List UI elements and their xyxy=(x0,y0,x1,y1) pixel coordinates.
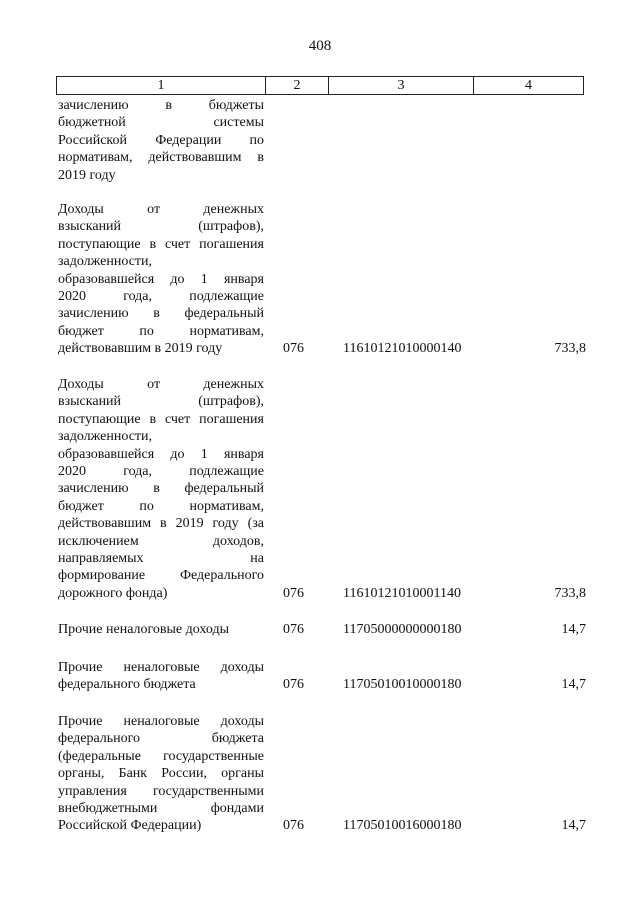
description-line: образовавшейся до 1 января xyxy=(58,271,264,287)
admin-code: 076 xyxy=(283,818,304,834)
description-line: 2020 года, подлежащие xyxy=(58,464,264,480)
description-line: исключением доходов, xyxy=(58,533,264,549)
row-description xyxy=(58,97,264,184)
amount: 733,8 xyxy=(554,341,586,357)
admin-code: 076 xyxy=(283,341,304,357)
description-line: взысканий (штрафов), xyxy=(58,219,264,235)
amount: 14,7 xyxy=(561,622,586,637)
description-line: органы, Банк России, органы xyxy=(58,766,264,782)
description-line: образовавшейся до 1 января xyxy=(58,446,264,462)
description-line: направляемых на xyxy=(58,551,264,567)
admin-code: 076 xyxy=(283,622,304,637)
description-line: федерального бюджета xyxy=(58,677,196,693)
description-line: действовавшим в 2019 году xyxy=(58,341,223,357)
description-line: Прочие неналоговые доходы xyxy=(58,622,230,637)
description-line: зачислению в федеральный xyxy=(58,481,264,497)
row-description xyxy=(58,201,264,358)
admin-code: 076 xyxy=(283,677,304,693)
table-row xyxy=(58,713,586,835)
budget-code: 11610121010001140 xyxy=(343,585,461,601)
description-line: поступающие в счет погашения xyxy=(58,411,264,427)
description-line: формирование Федерального xyxy=(58,568,264,584)
header-col-4: 4 xyxy=(525,78,532,93)
admin-code: 076 xyxy=(283,585,304,601)
description-line: 2020 года, подлежащие xyxy=(58,289,264,305)
header-col-1: 1 xyxy=(57,77,266,94)
description-line: Российской Федерации) xyxy=(58,818,202,834)
description-line: нормативам, действовавшим в xyxy=(58,150,264,166)
description-line: управления государственными xyxy=(58,783,264,799)
description-line: поступающие в счет погашения xyxy=(58,236,264,252)
description-line: взысканий (штрафов), xyxy=(58,394,264,410)
table-row xyxy=(58,201,586,358)
description-line: Доходы от денежных xyxy=(58,202,264,217)
description-line: бюджет по нормативам, xyxy=(58,498,264,514)
page-number: 408 xyxy=(308,38,332,54)
description-line: федерального бюджета xyxy=(58,731,264,747)
budget-code: 11610121010000140 xyxy=(343,341,462,357)
row-description xyxy=(58,621,264,638)
budget-code: 11705010016000180 xyxy=(343,818,462,834)
table-row xyxy=(58,659,586,694)
description-line: (федеральные государственные xyxy=(58,748,264,764)
header-col-3: 3 xyxy=(329,77,474,94)
budget-code: 11705010010000180 xyxy=(343,677,462,693)
description-line: внебюджетными фондами xyxy=(58,801,264,817)
amount: 733,8 xyxy=(554,585,586,601)
description-line: задолженности, xyxy=(58,429,153,445)
amount: 14,7 xyxy=(561,677,586,693)
description-line: бюджетной системы xyxy=(58,115,264,131)
description-line: Доходы от денежных xyxy=(58,377,264,392)
row-description xyxy=(58,713,264,835)
amount: 14,7 xyxy=(561,818,586,834)
table-row xyxy=(58,97,586,184)
description-line: задолженности, xyxy=(58,254,153,270)
table-header xyxy=(56,76,584,95)
description-line: действовавшим в 2019 году (за xyxy=(58,516,264,532)
description-line: зачислению в бюджеты xyxy=(58,98,264,113)
description-line: зачислению в федеральный xyxy=(58,306,264,322)
description-line: Российской Федерации по xyxy=(58,132,264,148)
table-row xyxy=(58,621,586,638)
description-line: 2019 году xyxy=(58,167,116,183)
description-line: бюджет по нормативам, xyxy=(58,323,264,339)
row-description xyxy=(58,659,264,694)
description-line: дорожного фонда) xyxy=(58,585,168,601)
description-line: Прочие неналоговые доходы xyxy=(58,660,264,675)
budget-code: 11705000000000180 xyxy=(343,622,462,637)
row-description xyxy=(58,376,264,602)
description-line: Прочие неналоговые доходы xyxy=(58,714,264,729)
header-col-2: 2 xyxy=(266,77,329,94)
table-row xyxy=(58,376,586,602)
